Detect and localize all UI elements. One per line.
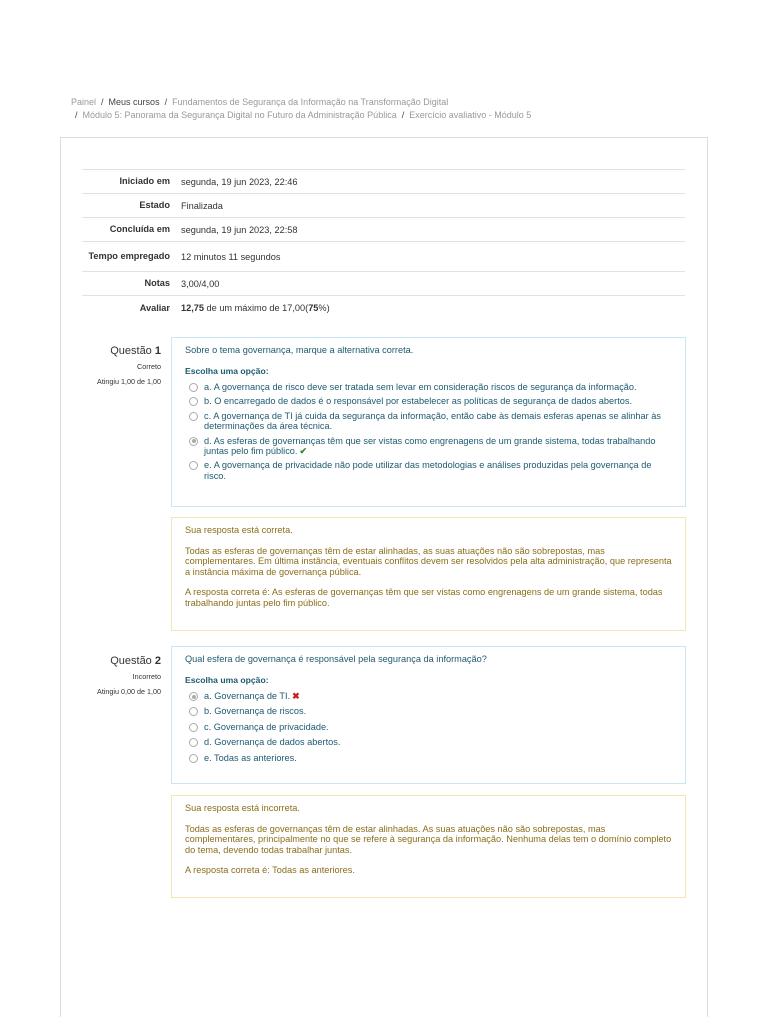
question-number-value: 2 (154, 655, 161, 667)
summary-row-completed (82, 218, 685, 242)
radio-button[interactable] (189, 461, 198, 470)
radio-button[interactable] (189, 412, 198, 421)
summary-row-marks (82, 272, 685, 296)
question-text: Sobre o tema governança, marque a alternativa correta. (185, 345, 414, 355)
radio-button-selected[interactable] (189, 692, 198, 701)
breadcrumb-link-meus-cursos[interactable]: Meus cursos (108, 97, 160, 107)
grade-max: de um máximo de 17,00( (204, 303, 309, 314)
check-icon: ✔ (299, 446, 308, 457)
option-label: a. Governança de TI. (204, 691, 291, 701)
option-label: e. Todas as anteriores. (204, 752, 297, 763)
feedback-status: Sua resposta está correta. (185, 525, 293, 535)
radio-button[interactable] (189, 754, 198, 763)
radio-button[interactable] (189, 738, 198, 747)
option-label: d. Governança de dados abertos. (204, 737, 341, 748)
radio-button-selected[interactable] (189, 437, 198, 446)
answer-option[interactable] (185, 722, 672, 732)
summary-label: Estado (139, 199, 170, 210)
summary-label: Notas (144, 277, 170, 288)
summary-row-time-taken (82, 242, 685, 272)
answer-option-selected[interactable] (185, 691, 672, 701)
attempt-summary-table (82, 169, 685, 321)
option-label: d. As esferas de governanças têm que ser vistas como engrenagens de um grande sistema, todas trabalhando juntas pelo fim público. (204, 435, 656, 457)
option-label: a. A governança de risco deve ser tratada sem levar em consideração riscos de segurança da informação. (204, 382, 637, 392)
feedback-status: Sua resposta está incorreta. (185, 803, 300, 813)
question-number-value: 1 (154, 345, 161, 357)
breadcrumb-separator: / (101, 97, 104, 107)
answer-option[interactable] (185, 737, 672, 747)
summary-value: segunda, 19 jun 2023, 22:58 (181, 224, 298, 235)
question-number (82, 655, 161, 667)
grade-score: 12,75 (181, 303, 204, 314)
answer-option[interactable] (185, 460, 672, 481)
question-text: Qual esfera de governança é responsável pela segurança da informação? (185, 654, 487, 664)
answer-prompt: Escolha uma opção: (185, 675, 269, 685)
breadcrumb-separator: / (401, 109, 405, 120)
answer-option[interactable] (185, 706, 672, 716)
question-content (171, 646, 686, 784)
question-info (82, 345, 161, 386)
cross-icon: ✖ (292, 691, 300, 701)
feedback-general: Todas as esferas de governanças têm de estar alinhadas, as suas atuações não são sobrepostas, mas complementares. Em última instância, eventuais conflitos devem ser resolvidos pela alta administração, que representa a instância máxima de governança pública. (185, 545, 672, 577)
grade-end: %) (318, 303, 330, 314)
breadcrumb-link-exercise[interactable]: Exercício avaliativo - Módulo 5 (409, 109, 532, 120)
breadcrumb-link-module[interactable]: Módulo 5: Panorama da Segurança Digital no Futuro da Administração Pública (82, 109, 397, 120)
option-label: c. A governança de TI já cuida da segurança da informação, então cabe às demais esferas apenas se alinhar às determinações da área técnica. (204, 410, 661, 432)
summary-value (175, 296, 685, 321)
grade-percent: 75 (308, 303, 319, 314)
summary-value: 3,00/4,00 (181, 278, 220, 289)
answer-option[interactable] (185, 753, 672, 763)
breadcrumb-link-course[interactable]: Fundamentos de Segurança da Informação na Transformação Digital (172, 97, 449, 107)
summary-value: segunda, 19 jun 2023, 22:46 (181, 176, 298, 187)
question-label: Questão (110, 345, 152, 357)
answer-options (185, 382, 672, 481)
question-label: Questão (110, 655, 152, 667)
breadcrumb-link-painel[interactable]: Painel (71, 97, 97, 107)
summary-row-grade (82, 296, 685, 321)
question-grade: Atingiu 1,00 de 1,00 (97, 377, 161, 386)
summary-label: Avaliar (139, 302, 170, 313)
radio-button[interactable] (189, 383, 198, 392)
option-label: c. Governança de privacidade. (204, 721, 329, 732)
answer-options (185, 691, 672, 763)
feedback-general: Todas as esferas de governanças têm de estar alinhadas. As suas atuações não são sobrepostas, mas complementares, principalmente no que se refere à segurança da informação. Nenhuma delas tem o domínio completo do tema, devendo todas trabalhar juntas. (185, 823, 672, 855)
summary-row-state (82, 194, 685, 218)
summary-label: Tempo empregado (88, 250, 170, 261)
summary-value: Finalizada (181, 200, 223, 211)
feedback-box (171, 517, 686, 631)
question-grade: Atingiu 0,00 de 1,00 (97, 687, 161, 696)
answer-prompt: Escolha uma opção: (185, 366, 269, 376)
question-state: Incorreto (132, 672, 161, 681)
option-label: e. A governança de privacidade não pode utilizar das metodologias e análises produzidas pela governança de risco. (204, 460, 652, 481)
answer-option-selected[interactable] (185, 436, 672, 457)
summary-label: Iniciado em (119, 175, 170, 186)
breadcrumb-separator: / (164, 97, 168, 107)
option-label: b. O encarregado de dados é o responsável por estabelecer as políticas de segurança de dados abertos. (204, 396, 633, 407)
answer-option[interactable] (185, 382, 672, 392)
radio-button[interactable] (189, 707, 198, 716)
question-number (82, 345, 161, 357)
summary-label: Concluída em (109, 223, 170, 234)
summary-row-started (82, 170, 685, 194)
answer-option[interactable] (185, 411, 672, 432)
summary-value: 12 minutos 11 segundos (181, 251, 281, 262)
feedback-box (171, 795, 686, 898)
radio-button[interactable] (189, 397, 198, 406)
question-state: Correto (137, 362, 161, 371)
question-info (82, 655, 161, 696)
feedback-right-answer: A resposta correta é: As esferas de governanças têm que ser vistas como engrenagens de um grande sistema, todas trabalhando juntas pelo fim público. (185, 587, 663, 608)
feedback-right-answer: A resposta correta é: Todas as anteriores. (185, 865, 355, 876)
question-content (171, 337, 686, 507)
option-label: b. Governança de riscos. (204, 706, 307, 717)
breadcrumb-separator: / (75, 109, 78, 120)
answer-option[interactable] (185, 396, 672, 406)
radio-button[interactable] (189, 723, 198, 732)
breadcrumb (71, 96, 531, 121)
